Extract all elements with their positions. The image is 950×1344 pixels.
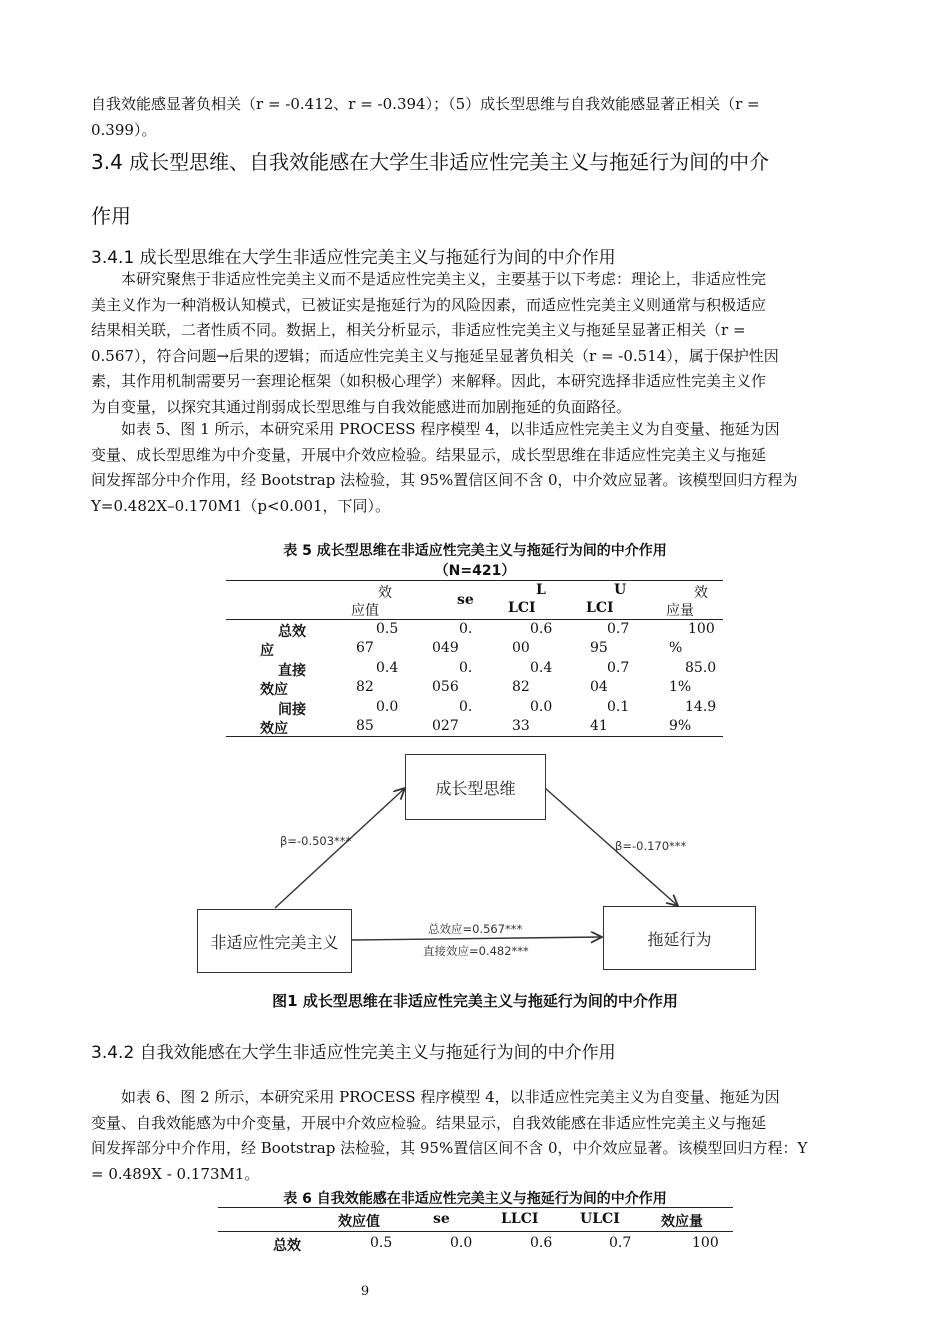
total-effect-label: 总效应=0.567*** — [428, 922, 523, 936]
th-se: se — [433, 1211, 450, 1227]
th-se: se — [457, 592, 474, 608]
text-line: 素，其作用机制需要另一套理论框架（如积极心理学）来解释。因此，本研究选择非适应性完美主义作 — [91, 372, 767, 390]
th-ulci: ULCI — [580, 1211, 620, 1227]
path-b-label: β=-0.170*** — [615, 839, 687, 853]
cell: 85 — [356, 718, 374, 734]
cell: 41 — [590, 718, 608, 734]
row-label-top: 间接 — [278, 702, 306, 718]
paragraph-3-4-2 — [91, 1085, 859, 1187]
table6 — [218, 1207, 733, 1257]
caption-line: 表 5 成长型思维在非适应性完美主义与拖延行为间的中介作用 — [283, 543, 667, 559]
cell: 0.4 — [530, 660, 553, 676]
text-line: 本研究聚焦于非适应性完美主义而不是适应性完美主义，主要基于以下考虑：理论上，非适应性完 — [121, 270, 767, 288]
cell: 82 — [512, 679, 530, 695]
path-a-label: β=-0.503*** — [280, 834, 352, 848]
row-label-top: 总效 — [278, 624, 306, 640]
row-label-bottom: 效应 — [260, 682, 288, 698]
text-line: 美主义作为一种消极认知模式，已被证实是拖延行为的风险因素，而适应性完美主义则通常与积极适应 — [91, 295, 767, 314]
text-line: Y=0.482X–0.170M1（p<0.001，下同）。 — [91, 496, 391, 515]
cell: 0.7 — [607, 621, 630, 637]
table-rule-top — [218, 1207, 733, 1208]
cell: % — [669, 640, 683, 656]
independent-box: 非适应性完美主义 — [197, 909, 352, 973]
table5-caption — [200, 541, 750, 581]
cell: 0.4 — [376, 660, 399, 676]
figure1-caption: 图1 成长型思维在非适应性完美主义与拖延行为间的中介作用 — [272, 992, 678, 1010]
text-line: 如表 6、图 2 所示，本研究采用 PROCESS 程序模型 4，以非适应性完美主义为自变量、拖延为因 — [121, 1088, 780, 1106]
row-label-top: 直接 — [278, 663, 306, 679]
text-line: 如表 5、图 1 所示，本研究采用 PROCESS 程序模型 4，以非适应性完美主义为自变量、拖延为因 — [121, 420, 780, 438]
paragraph-intro-tail — [91, 92, 859, 143]
th-effect-top: 效 — [378, 585, 392, 601]
text-line: 0.567），符合问题→后果的逻辑；而适应性完美主义与拖延呈显著负相关（r = -0.514），属于保护性因 — [91, 346, 779, 365]
figure1-diagram — [190, 748, 770, 978]
cell: 0.7 — [607, 660, 630, 676]
section-heading-3-4-2: 3.4.2 自我效能感在大学生非适应性完美主义与拖延行为间的中介作用 — [91, 1043, 616, 1063]
th-effect: 效应值 — [338, 1214, 380, 1230]
cell: 100 — [692, 1235, 719, 1251]
cell: 0.0 — [450, 1235, 473, 1251]
mediator-box: 成长型思维 — [405, 754, 546, 820]
caption-line: （N=421） — [434, 563, 516, 579]
th-ratio: 效应量 — [661, 1214, 703, 1230]
th-llci: LLCI — [501, 1211, 539, 1227]
table-rule-bottom — [226, 736, 723, 737]
heading-line: 3.4 成长型思维、自我效能感在大学生非适应性完美主义与拖延行为间的中介 — [91, 150, 770, 174]
cell: 82 — [356, 679, 374, 695]
th-llci-top: L — [536, 582, 546, 598]
dependent-box: 拖延行为 — [603, 906, 756, 970]
th-ulci-bottom: LCI — [586, 600, 614, 616]
cell: 049 — [432, 640, 459, 656]
cell: 00 — [512, 640, 530, 656]
th-effect-bottom: 应值 — [351, 603, 379, 619]
row-label-bottom: 应 — [260, 643, 274, 659]
cell: 0.7 — [609, 1235, 632, 1251]
heading-line: 作用 — [91, 204, 131, 228]
text-line: 自我效能感显著负相关（r = -0.412、r = -0.394）；（5）成长型思维与自我效能感显著正相关（r = — [91, 95, 760, 113]
text-line: 结果相关联，二者性质不同。数据上，相关分析显示，非适应性完美主义与拖延呈显著正相关（r = — [91, 321, 746, 339]
cell: 0.5 — [376, 621, 399, 637]
table6-caption: 表 6 自我效能感在非适应性完美主义与拖延行为间的中介作用 — [283, 1191, 667, 1207]
row-label: 总效 — [273, 1238, 301, 1254]
cell: 0.0 — [530, 699, 553, 715]
th-ulci-top: U — [614, 582, 627, 598]
cell: 100 — [688, 621, 715, 637]
th-ratio-top: 效 — [694, 585, 708, 601]
table-rule-mid — [226, 619, 723, 620]
direct-effect-label: 直接效应=0.482*** — [423, 944, 529, 958]
section-heading-3-4-1: 3.4.1 成长型思维在大学生非适应性完美主义与拖延行为间的中介作用 — [91, 248, 616, 268]
text-line: 变量、自我效能感为中介变量，开展中介效应检验。结果显示，自我效能感在非适应性完美主义与拖延 — [91, 1113, 767, 1132]
cell: 95 — [590, 640, 608, 656]
cell: 027 — [432, 718, 459, 734]
th-llci-bottom: LCI — [508, 600, 536, 616]
th-ratio-bottom: 应量 — [666, 603, 694, 619]
cell: 04 — [590, 679, 608, 695]
cell: 85.0 — [685, 660, 717, 676]
path-a-arrow — [275, 788, 405, 908]
text-line: 间发挥部分中介作用，经 Bootstrap 法检验，其 95%置信区间不含 0，中介效应显著。该模型回归方程为 — [91, 471, 798, 489]
cell: 9% — [669, 718, 692, 734]
text-line: 为自变量，以探究其通过削弱成长型思维与自我效能感进而加剧拖延的负面路径。 — [91, 397, 632, 416]
row-label-bottom: 效应 — [260, 721, 288, 737]
cell: 0.6 — [530, 1235, 553, 1251]
path-c-arrow — [352, 937, 602, 940]
cell: 0. — [459, 621, 473, 637]
text-line: = 0.489X - 0.173M1。 — [91, 1164, 260, 1183]
page-number: 9 — [360, 1284, 370, 1299]
table-rule-mid — [218, 1231, 733, 1232]
cell: 0.0 — [376, 699, 399, 715]
table-rule-top — [226, 580, 723, 581]
text-line: 间发挥部分中介作用，经 Bootstrap 法检验，其 95%置信区间不含 0，中介效应显著。该模型回归方程：Y — [91, 1139, 808, 1157]
cell: 0.5 — [370, 1235, 393, 1251]
cell: 1% — [669, 679, 692, 695]
text-line: 0.399）。 — [91, 120, 157, 139]
section-heading-3-4 — [91, 150, 769, 174]
table5 — [226, 580, 723, 738]
section-heading-3-4-cont — [91, 204, 131, 228]
cell: 0.1 — [607, 699, 630, 715]
cell: 14.9 — [685, 699, 717, 715]
text-line: 变量、成长型思维为中介变量，开展中介效应检验。结果显示，成长型思维在非适应性完美主义与拖延 — [91, 445, 767, 464]
cell: 33 — [512, 718, 530, 734]
paragraph-3-4-1-a — [91, 267, 859, 420]
cell: 0. — [459, 660, 473, 676]
cell: 0.6 — [530, 621, 553, 637]
cell: 0. — [459, 699, 473, 715]
cell: 67 — [356, 640, 374, 656]
paragraph-3-4-1-b — [91, 417, 859, 519]
cell: 056 — [432, 679, 459, 695]
